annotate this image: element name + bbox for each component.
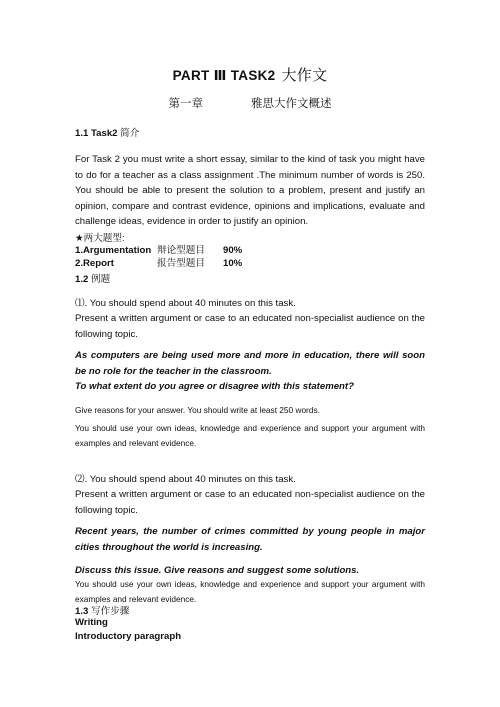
example2-instruction: ⑵. You should spend about 40 minutes on this task.	[75, 474, 296, 485]
section-1-2-heading	[75, 271, 110, 285]
title-cn: 大作文	[281, 67, 328, 84]
section-1-3-num: 1.3	[75, 606, 89, 617]
type-pct: 90%	[223, 245, 243, 256]
question-types-table	[75, 244, 242, 270]
section-1-2-label: 例题	[91, 274, 111, 285]
example2-topic: Recent years, the number of crimes committed by young people in major cities throughout the world is increasing.	[75, 526, 425, 553]
example2-prompt: Present a written argument or case to an educated non-specialist audience on the following topic.	[75, 489, 425, 516]
writing-heading: Writing	[75, 617, 108, 628]
section-1-3-label: 写作步骤	[91, 606, 130, 617]
intro-paragraph-heading: Introductory paragraph	[75, 631, 182, 642]
type-en: 1.Argumentation	[75, 245, 152, 256]
type-cn: 辩论型题目	[157, 245, 205, 256]
title-part: PART Ⅲ TASK2	[172, 68, 276, 83]
example1-note-reasons: Give reasons for your answer. You should write at least 250 words.	[75, 405, 320, 415]
section-1-1-label: 简介	[120, 128, 140, 139]
example2-note-support: You should use your own ideas, knowledge and experience and support your argument with examples and relevant evidence.	[75, 579, 425, 604]
section-1-1-num: 1.1 Task2	[75, 128, 118, 139]
example1-note-support: You should use your own ideas, knowledge and experience and support your argument with examples and relevant evidence.	[75, 423, 425, 448]
task2-intro-paragraph: For Task 2 you must write a short essay, similar to the kind of task you might have to do for a teacher as a class assignment .The minimum number of words is 250. You should be able to present the solution to a problem, present and justify an opinion, compare and contrast evidence, opinions and implications, evaluate and challenge ideas, evidence in order to justify an opinion.	[75, 154, 425, 227]
type-en: 2.Report	[75, 258, 114, 269]
type-cn: 报告型题目	[157, 258, 205, 269]
question-types-heading: ★两大题型:	[75, 233, 125, 244]
example1-prompt: Present a written argument or case to an educated non-specialist audience on the following topic.	[75, 313, 425, 340]
example1-question: To what extent do you agree or disagree with this statement?	[75, 381, 354, 392]
chapter-name: 雅思大作文概述	[251, 98, 332, 110]
type-pct: 10%	[223, 258, 243, 269]
question-type-row	[75, 257, 242, 270]
example1-topic: As computers are being used more and more in education, there will soon be no role for the teacher in the classroom.	[75, 350, 425, 377]
question-type-row	[75, 244, 242, 257]
section-1-1-heading	[75, 125, 139, 139]
chapter-number: 第一章	[168, 98, 203, 110]
page-title	[0, 64, 500, 85]
section-1-2-num: 1.2	[75, 274, 89, 285]
chapter-heading	[0, 95, 500, 111]
example1-instruction: ⑴. You should spend about 40 minutes on this task.	[75, 298, 296, 309]
section-1-3-heading	[75, 603, 129, 617]
example2-question: Discuss this issue. Give reasons and suggest some solutions.	[75, 565, 360, 576]
